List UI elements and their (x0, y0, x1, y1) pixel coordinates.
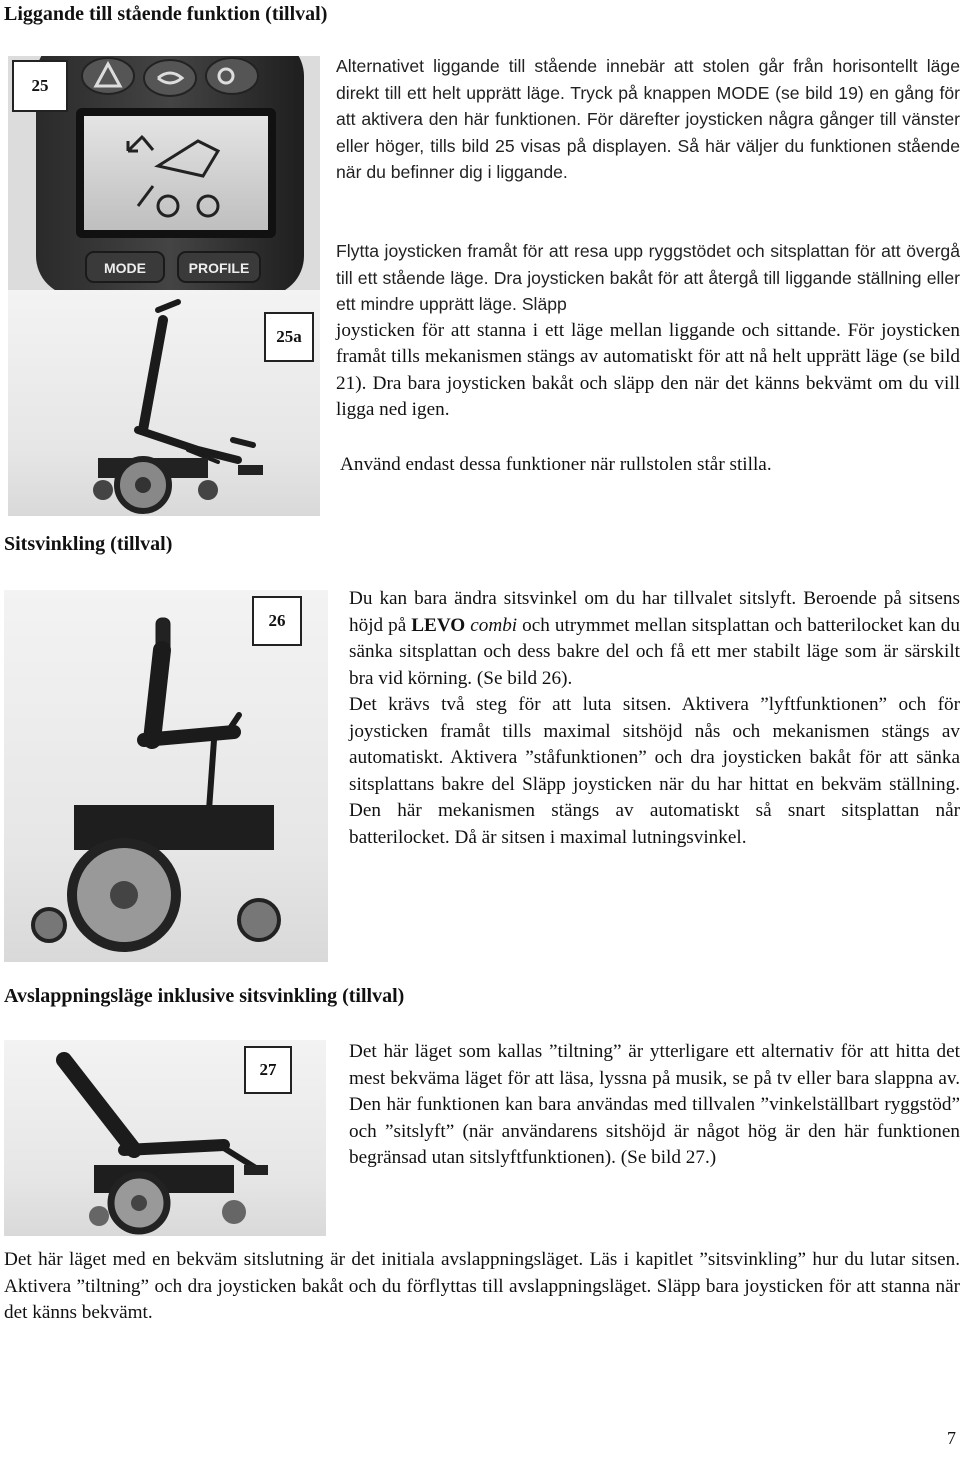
mode-button-label: MODE (104, 260, 146, 276)
page-number: 7 (947, 1428, 956, 1448)
section-heading-liggande: Liggande till stående funktion (tillval) (4, 3, 328, 25)
section1-para1-text: Alternativet liggande till stående innebär att stolen går från horisontellt läge direkt till ett helt upprätt läge. Tryck på knappen MODE (se bild 19) en gång för att aktivera den här funktionen. För därefter joysticken några gånger till vänster eller höger, tills bild 25 visas på displayen. Så här väljer du funktionen stående när du befinner dig i liggande. (336, 56, 960, 182)
section-heading-sitsvinkling: Sitsvinkling (tillval) (4, 533, 173, 555)
section3-text-right (349, 1039, 960, 1172)
profile-button-label: PROFILE (188, 260, 250, 276)
section1-paragraph-2 (336, 238, 960, 424)
brand-levo: LEVO (411, 614, 466, 636)
section3-text-full (4, 1247, 960, 1327)
model-combi: combi (470, 614, 518, 636)
section1-para2-serif: joysticken för att stanna i ett läge mellan liggande och sittande. För joysticken framåt tills mekanismen stängs av automatiskt för att nå helt upprätt läge (se bild 21). Dra bara joysticken bakåt och släpp den när det känns bekvämt om du vill ligga ned igen. (336, 319, 960, 420)
section1-para2-sans: Flytta joysticken framåt för att resa upp ryggstödet och sitsplattan för att övergå till ett stående läge. Dra joysticken bakåt för att återgå till liggande ställning eller ett mindre upprätt läge. Släpp (336, 241, 960, 314)
figure-label-27: 27 (244, 1046, 292, 1094)
figure-label-25: 25 (12, 60, 68, 112)
figure-label-26: 26 (252, 596, 302, 646)
section2-p1-a: Du kan bara ändra sitsvinkel om du har tillvalet sitslyft. Beroende på sitsens höjd på (349, 588, 960, 636)
section2-p1-b: och utrymmet mellan sitsplattan och batterilocket kan du sänka sitsplattan och dess bakre del och få ett mer stabilt läge som är särskilt bra vid körning. (Se bild 26). (349, 614, 960, 689)
section1-para3-text: Använd endast dessa funktioner när rullstolen står stilla. (340, 454, 772, 475)
section2-text (349, 586, 960, 851)
figure-label-25a: 25a (264, 312, 314, 362)
section1-paragraph-3 (340, 452, 960, 479)
section2-para2: Det krävs två steg för att luta sitsen. Aktivera ”lyftfunktionen” och för joysticken framåt tills maximal sitshöjd nås och mekanismen stängs av automatiskt. Aktivera ”ståfunktionen” och dra joysticken bakåt för att sänka sitsplattans bakre del Släpp joysticken när du har hittat en bekväm ställning. Den här mekanismen stängs av automatiskt så snart sitsplattan når batterilocket. Då är sitsen i maximal lutningsvinkel. (349, 694, 960, 848)
section3-para1: Det här läget som kallas ”tiltning” är ytterligare ett alternativ för att hitta det mest bekväma läget för att läsa, lyssna på musik, se på tv eller bara slappna av. Den här funktionen kan bara användas med tillvalen ”vinkelställbart ryggstöd” och ”sitslyft” (när användarens sitshöjd är något hög är den här funktionen begränsad utan sitslyftfunktionen). (Se bild 27.) (349, 1041, 960, 1168)
section2-para1 (349, 586, 960, 692)
section1-paragraph-1 (336, 53, 960, 186)
section3-para2: Det här läget med en bekväm sitslutning är det initiala avslappningsläget. Läs i kapitlet ”sitsvinkling” hur du lutar sitsen. Aktivera ”tiltning” och dra joysticken bakåt och du förflyttas till avslappningsläget. Släpp bara joysticken för att stanna när det känns bekvämt. (4, 1249, 960, 1323)
section-heading-avslappning: Avslappningsläge inklusive sitsvinkling (tillval) (4, 985, 405, 1007)
